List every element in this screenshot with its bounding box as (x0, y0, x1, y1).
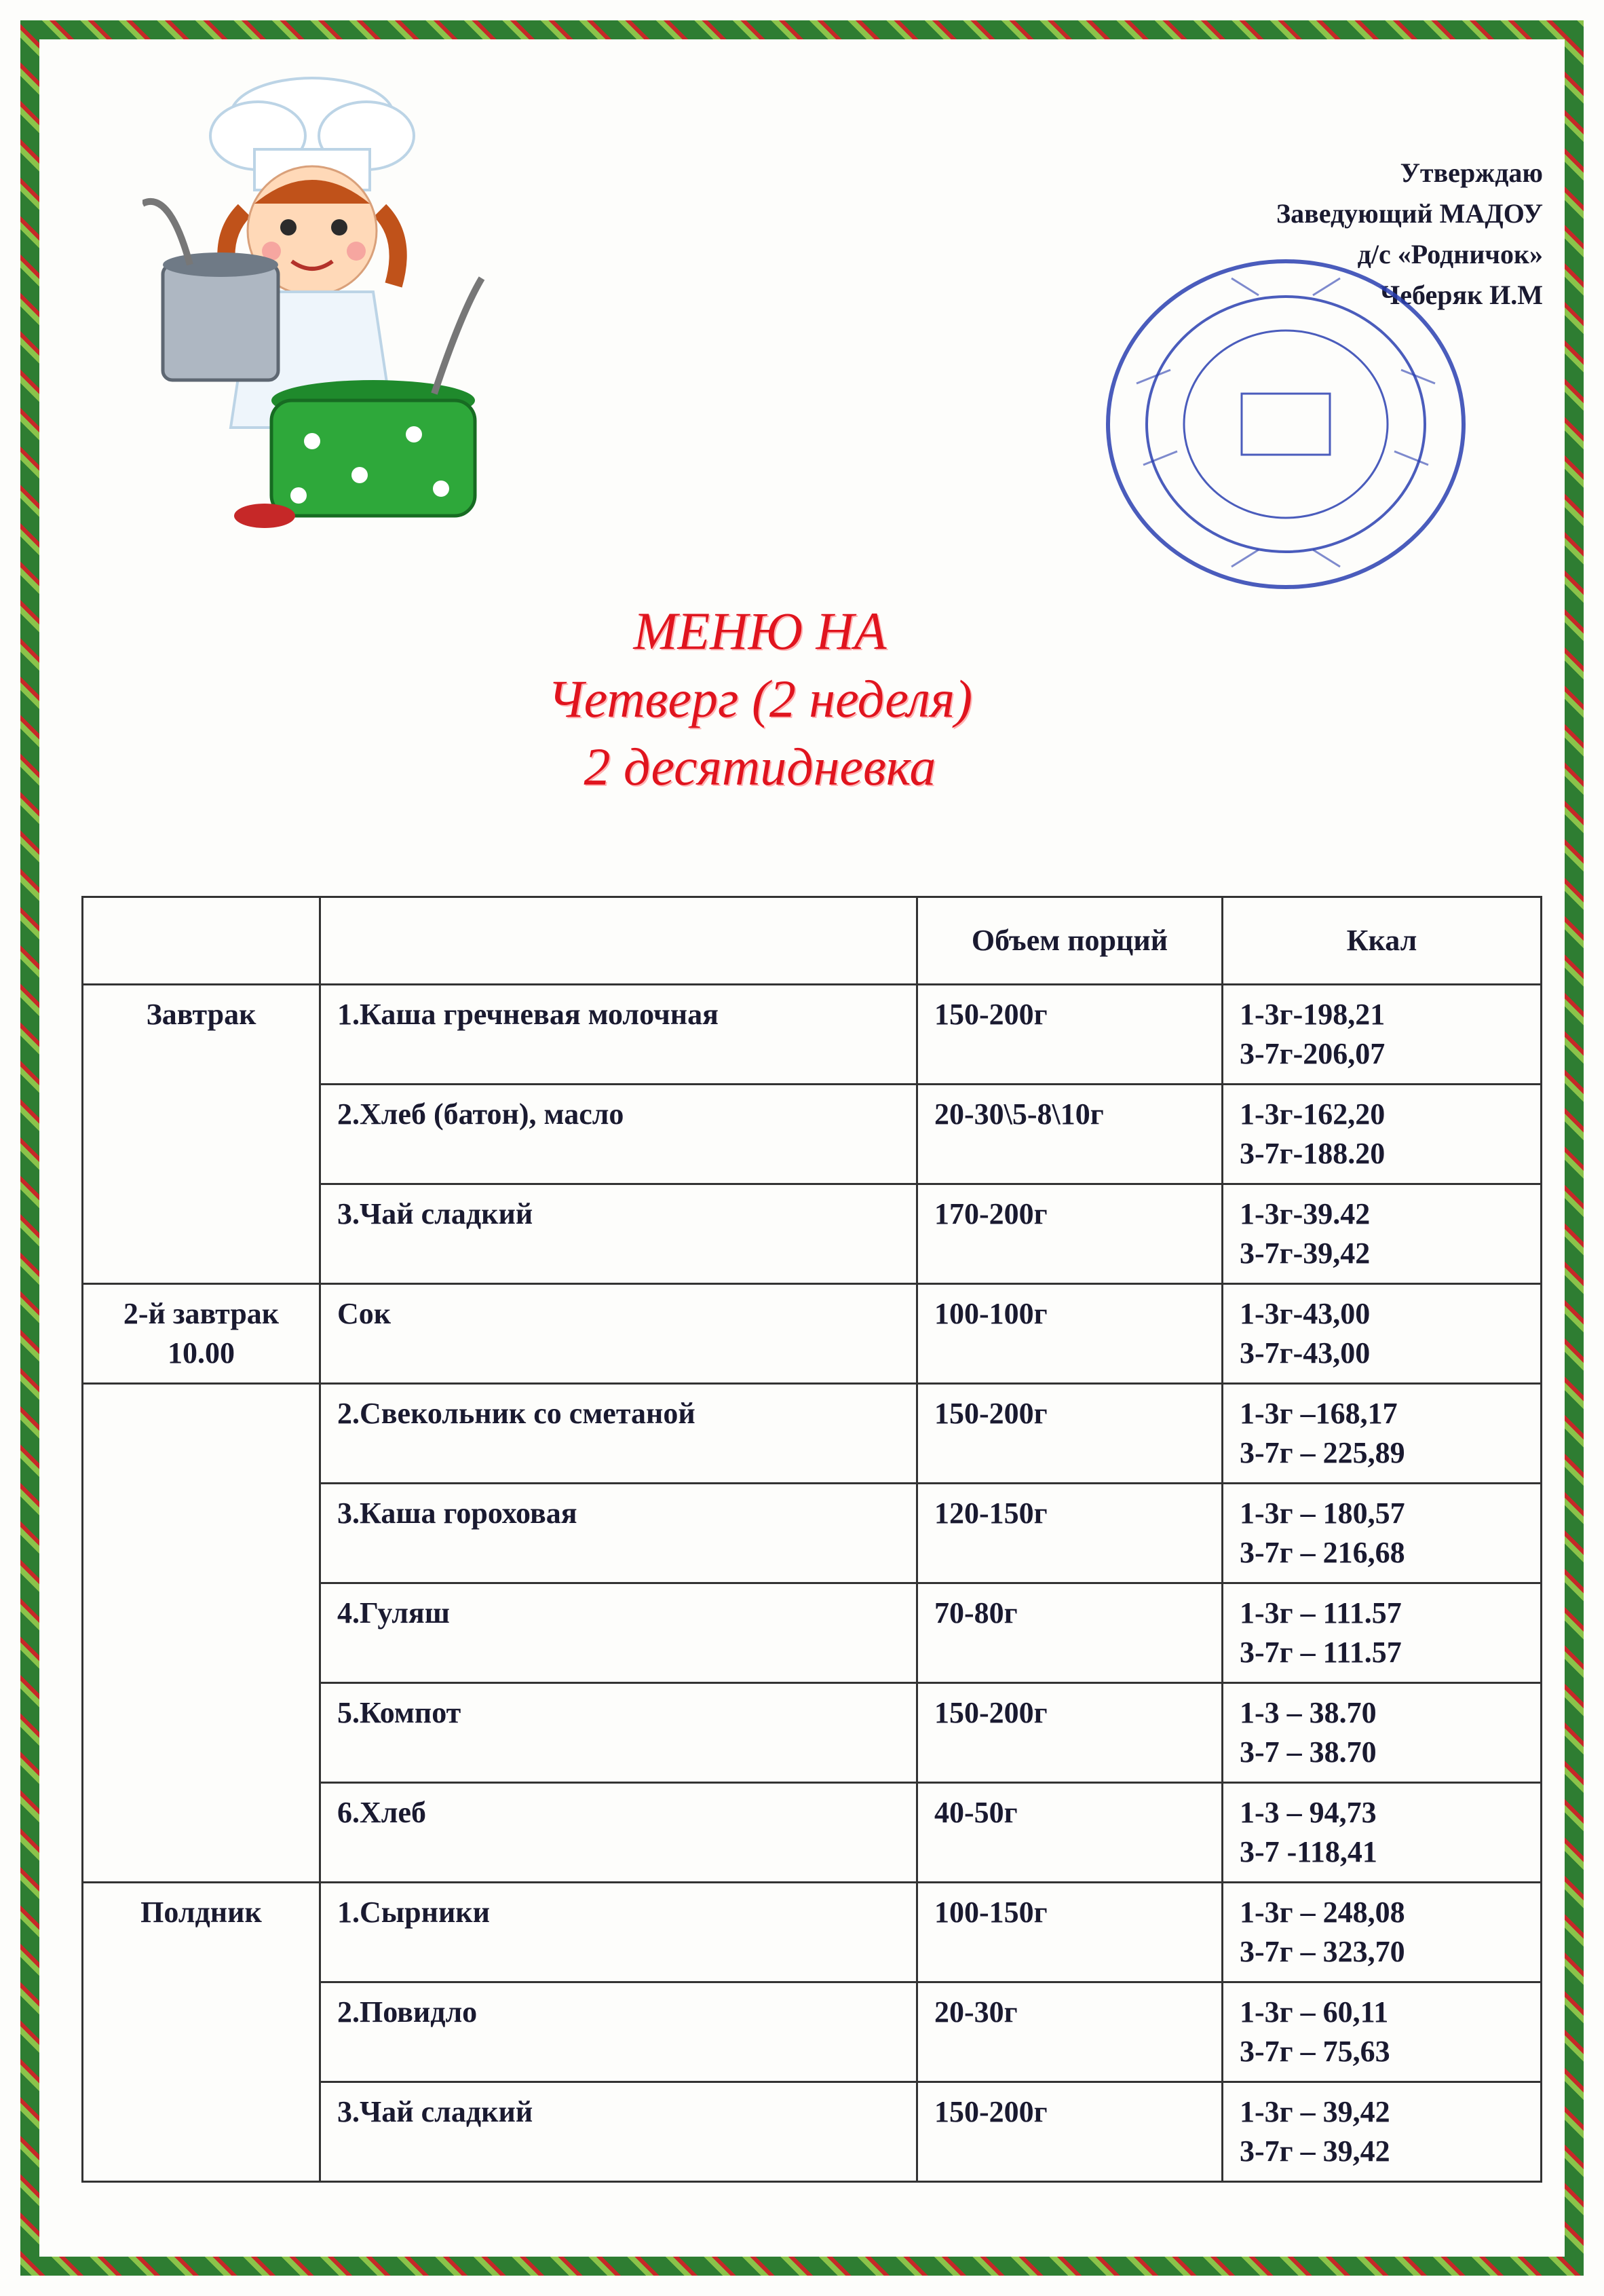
dish-name: 1.Каша гречневая молочная (320, 985, 917, 1085)
approval-signature: Чеберяк И.М (1379, 280, 1543, 310)
dish-name: 2.Свекольник со сметаной (320, 1384, 917, 1484)
dish-volume: 100-150г (917, 1883, 1223, 1982)
menu-title (421, 597, 1099, 801)
kcal-young: 1-3г – 180,57 (1240, 1497, 1405, 1530)
kcal-young: 1-3г-39.42 (1240, 1197, 1371, 1230)
dish-name: 6.Хлеб (320, 1783, 917, 1883)
kcal-older: 3-7г – 75,63 (1240, 2035, 1390, 2068)
dish-volume: 150-200г (917, 1384, 1223, 1484)
dish-kcal (1223, 1085, 1542, 1184)
kcal-older: 3-7 -118,41 (1240, 1835, 1377, 1868)
meal-name (83, 1384, 320, 1883)
dish-kcal (1223, 1284, 1542, 1384)
kcal-older: 3-7г – 39,42 (1240, 2134, 1390, 2168)
table-row (83, 1883, 1542, 1982)
kcal-young: 1-3г-43,00 (1240, 1297, 1371, 1330)
kcal-older: 3-7 – 38.70 (1240, 1735, 1377, 1769)
dish-kcal (1223, 1384, 1542, 1484)
dish-volume: 20-30\5-8\10г (917, 1085, 1223, 1184)
dish-volume: 150-200г (917, 1683, 1223, 1783)
title-line-1: МЕНЮ НА (633, 601, 887, 660)
kcal-older: 3-7г-188.20 (1240, 1137, 1386, 1170)
table-row (83, 1384, 1542, 1484)
menu-table (81, 896, 1542, 2183)
dish-name: 5.Компот (320, 1683, 917, 1783)
dish-kcal (1223, 985, 1542, 1085)
dish-name: Сок (320, 1284, 917, 1384)
dish-name: 3.Каша гороховая (320, 1484, 917, 1583)
dish-name: 4.Гуляш (320, 1583, 917, 1683)
kcal-older: 3-7г – 216,68 (1240, 1536, 1405, 1569)
dish-volume: 170-200г (917, 1184, 1223, 1284)
approval-line-3: д/с «Родничок» (1357, 239, 1543, 269)
dish-kcal (1223, 1484, 1542, 1583)
dish-volume: 150-200г (917, 2082, 1223, 2182)
kcal-older: 3-7г – 323,70 (1240, 1935, 1405, 1968)
kcal-young: 1-3г-198,21 (1240, 998, 1386, 1031)
dish-volume: 20-30г (917, 1982, 1223, 2082)
kcal-older: 3-7г – 111.57 (1240, 1636, 1402, 1669)
approval-line-1: Утверждаю (1400, 157, 1543, 188)
dish-volume: 70-80г (917, 1583, 1223, 1683)
dish-kcal (1223, 1982, 1542, 2082)
dish-kcal (1223, 1184, 1542, 1284)
kcal-young: 1-3 – 94,73 (1240, 1796, 1377, 1829)
dish-volume: 40-50г (917, 1783, 1223, 1883)
header-kcal: Ккал (1223, 897, 1542, 985)
meal-name: Завтрак (83, 985, 320, 1284)
meal-name: Полдник (83, 1883, 320, 2182)
dish-name: 2.Повидло (320, 1982, 917, 2082)
dish-kcal (1223, 1683, 1542, 1783)
official-stamp (1096, 248, 1476, 601)
dish-name: 1.Сырники (320, 1883, 917, 1982)
kcal-older: 3-7г-43,00 (1240, 1336, 1371, 1370)
kcal-young: 1-3г – 111.57 (1240, 1596, 1402, 1630)
dish-kcal (1223, 1583, 1542, 1683)
kcal-young: 1-3г-162,20 (1240, 1097, 1386, 1131)
dish-kcal (1223, 1883, 1542, 1982)
header-meal (83, 897, 320, 985)
dish-name: 2.Хлеб (батон), масло (320, 1085, 917, 1184)
dish-volume: 150-200г (917, 985, 1223, 1085)
table-header-row (83, 897, 1542, 985)
dish-name: 3.Чай сладкий (320, 2082, 917, 2182)
kcal-young: 1-3г – 60,11 (1240, 1995, 1389, 2029)
kcal-young: 1-3г – 39,42 (1240, 2095, 1390, 2128)
kcal-older: 3-7г-206,07 (1240, 1037, 1386, 1070)
table-row (83, 985, 1542, 1085)
header-volume: Объем порций (917, 897, 1223, 985)
chef-girl-illustration (142, 75, 495, 536)
dish-kcal (1223, 1783, 1542, 1883)
dish-kcal (1223, 2082, 1542, 2182)
title-line-2: Четверг (2 неделя) (547, 669, 973, 728)
dish-name: 3.Чай сладкий (320, 1184, 917, 1284)
kcal-young: 1-3г – 248,08 (1240, 1896, 1405, 1929)
kcal-older: 3-7г – 225,89 (1240, 1436, 1405, 1469)
title-line-3: 2 десятидневка (584, 737, 936, 796)
dish-volume: 100-100г (917, 1284, 1223, 1384)
meal-name: 2-й завтрак 10.00 (83, 1284, 320, 1384)
approval-line-2: Заведующий МАДОУ (1276, 198, 1543, 229)
kcal-young: 1-3 – 38.70 (1240, 1696, 1377, 1729)
dish-volume: 120-150г (917, 1484, 1223, 1583)
table-row (83, 1284, 1542, 1384)
kcal-older: 3-7г-39,42 (1240, 1237, 1371, 1270)
kcal-young: 1-3г –168,17 (1240, 1397, 1398, 1430)
header-dish (320, 897, 917, 985)
